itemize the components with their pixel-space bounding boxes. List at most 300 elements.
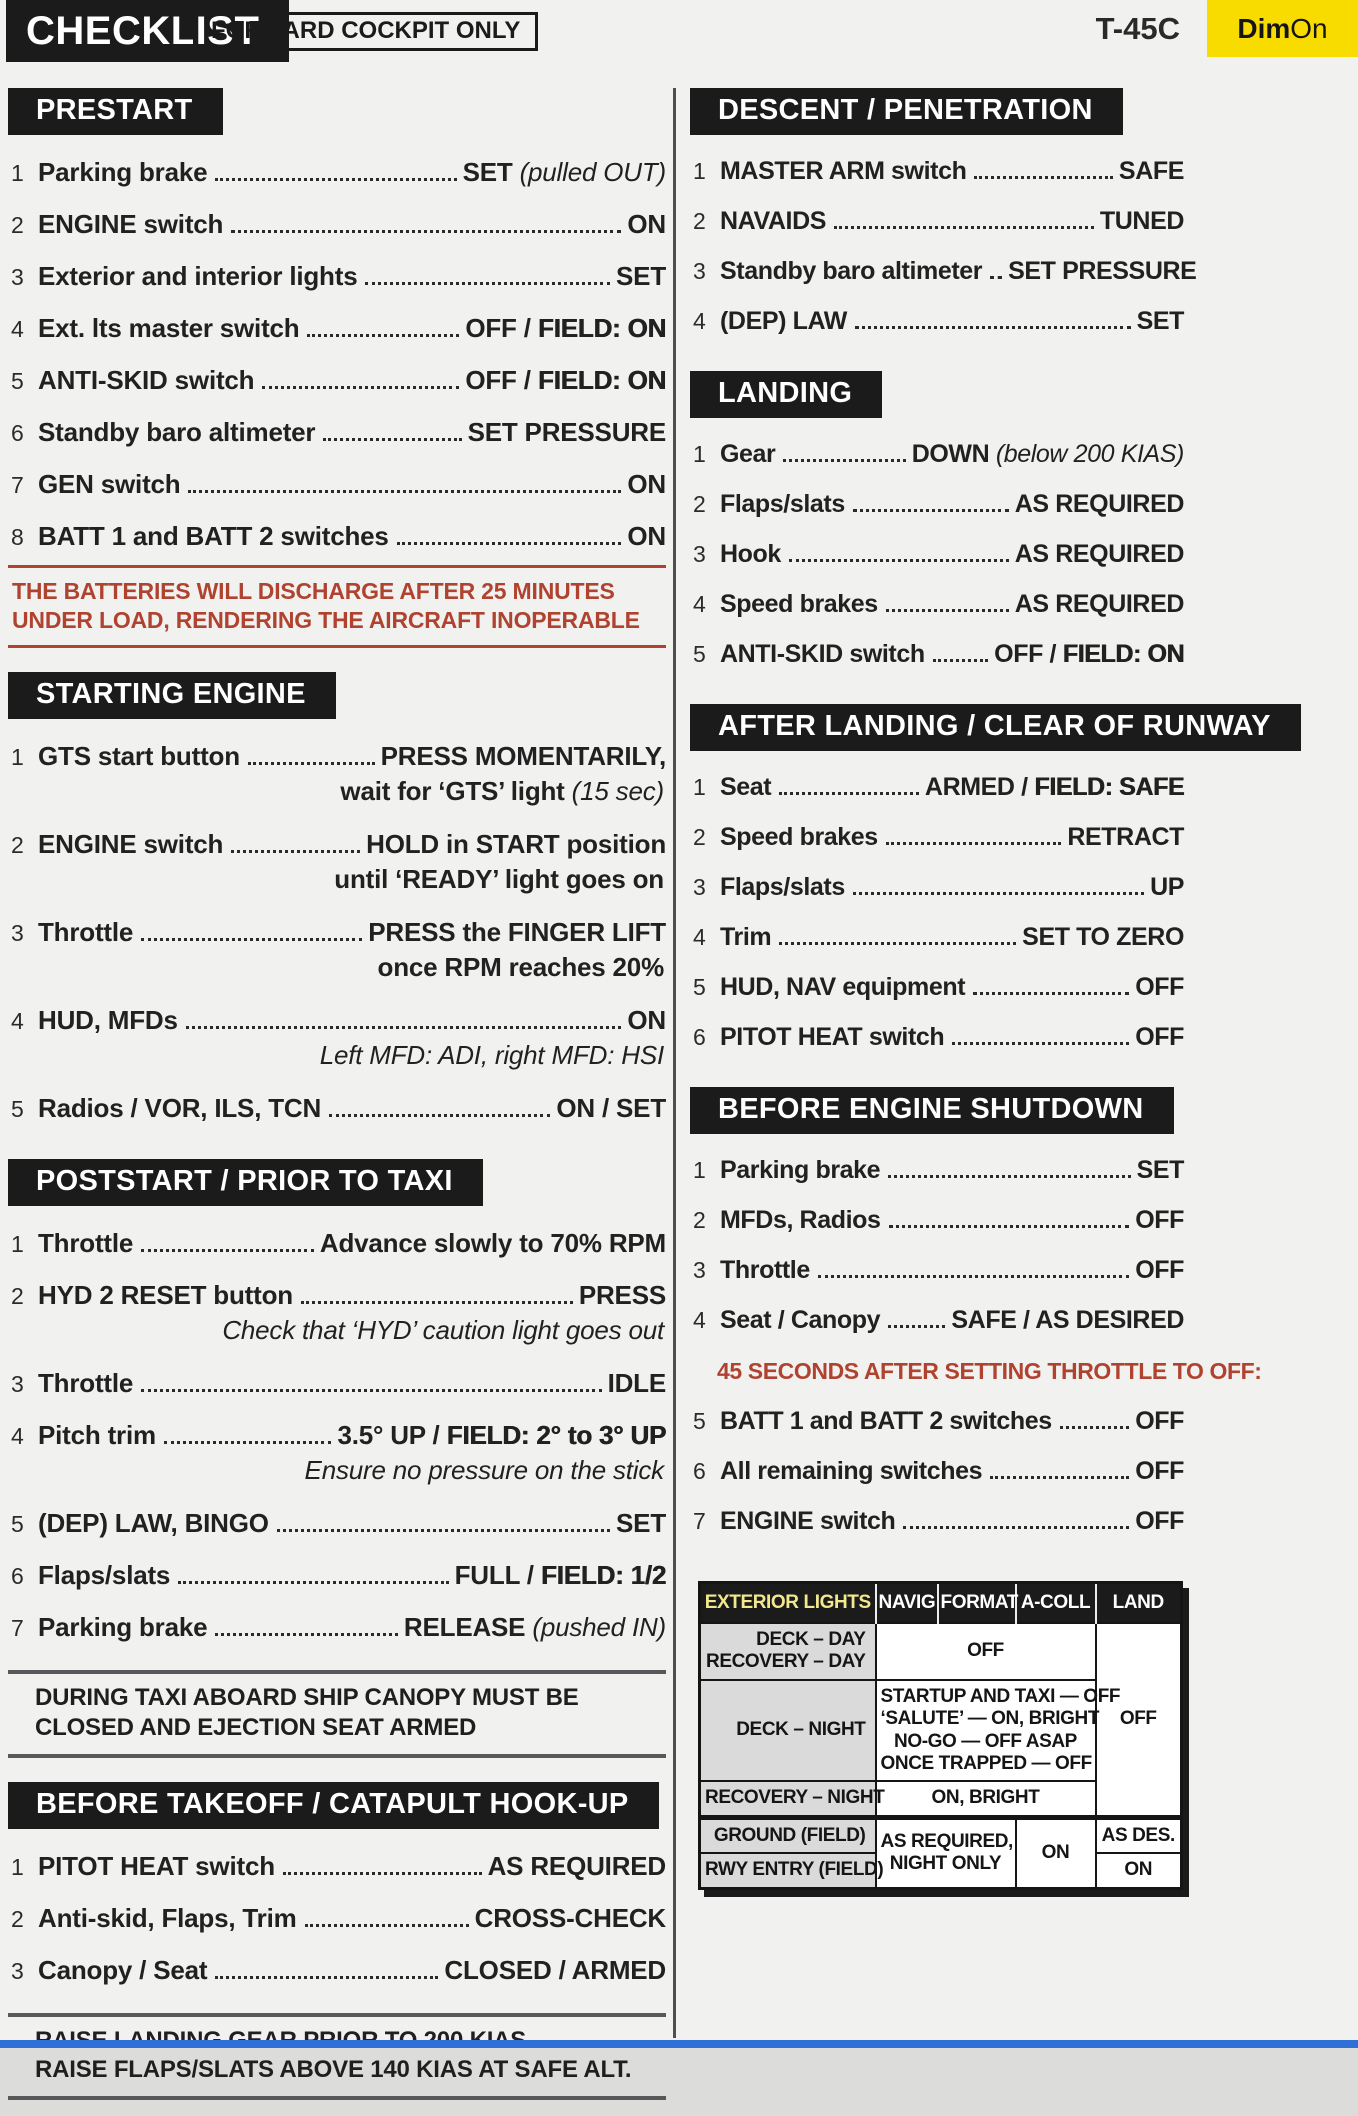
warning-note [8,565,666,648]
item-number: 1 [693,774,706,800]
item-number: 4 [693,1307,706,1333]
text-segment: OFF [1135,973,1184,1001]
item-value [404,1612,666,1643]
checklist-item [690,630,1184,680]
checklist-item [690,530,1184,580]
section-header: AFTER LANDING / CLEAR OF RUNWAY [690,704,1301,751]
right-column-sections [690,88,1271,1547]
item-label: PITOT HEAT switch [720,1023,945,1051]
caution-note [8,1670,666,1758]
text-segment: FIELD: 2° to 3° UP [446,1420,666,1451]
caution-note [8,2013,666,2101]
text-segment: FULL / [454,1560,541,1591]
item-value [1135,1023,1184,1052]
item-value [1135,1407,1184,1436]
table-header-row [700,1583,1182,1624]
item-label: Standby baro altimeter [720,257,983,285]
text-segment: PRESS MOMENTARILY, [380,741,666,772]
checklist-item [690,247,1197,297]
cell-land-ground: AS DES. [1096,1817,1182,1853]
item-label: Flaps/slats [38,1560,171,1591]
item-number: 5 [693,641,706,667]
item-label: Ext. lts master switch [38,313,300,343]
checklist-item [690,1447,1184,1497]
aircraft-model-label: T-45C [1095,11,1180,46]
item-label: Flaps/slats [720,490,845,518]
item-label: HUD, MFDs [38,1005,178,1036]
item-number: 6 [693,1458,706,1484]
dot-leader [301,1301,573,1304]
dot-leader [178,1581,448,1584]
text-segment: OFF [1135,1407,1184,1435]
text-segment: OFF [1135,1023,1184,1051]
item-value [455,1560,666,1591]
item-value [1008,257,1196,286]
item-value [556,1093,666,1124]
item-label: Canopy / Seat [38,1954,208,1985]
checklist-item [690,1146,1184,1196]
text-segment: SET [1136,1156,1184,1184]
text-segment: SAFE [1118,157,1184,185]
right-column [690,88,1271,1890]
text-segment: AS REQUIRED [1014,540,1184,568]
checklist-item [8,147,666,199]
note-line: CLOSED AND EJECTION SEAT ARMED [35,1713,477,1741]
item-label: (DEP) LAW, BINGO [38,1508,269,1539]
text-segment: SET PRESSURE [467,417,666,447]
checklist-item [690,480,1184,530]
cell-land-ship: OFF [1096,1623,1182,1817]
text-segment: OFF / [994,640,1063,668]
dot-leader [779,792,919,795]
item-label: Radios / VOR, ILS, TCN [38,1093,322,1124]
checklist-item [8,251,666,303]
item-label: NAVAIDS [720,207,827,235]
item-value [627,1005,666,1036]
checklist-item [690,913,1184,963]
dim-toggle-button[interactable] [1207,0,1358,57]
item-value [1015,490,1184,519]
checklist-item [8,1945,666,1997]
item-value [475,1903,666,1934]
item-continuation [8,1455,664,1486]
dot-leader [889,1225,1130,1228]
item-value [465,313,666,344]
dot-leader [886,842,1062,845]
checklist-item [690,1497,1184,1547]
section-header: PRESTART [8,88,223,135]
item-label: Exterior and interior lights [38,261,358,291]
dot-leader [1060,1426,1129,1429]
section-header: BEFORE ENGINE SHUTDOWN [690,1087,1174,1134]
checklist-item [8,1602,666,1654]
text-segment: OFF / [465,365,538,395]
checklist-item [690,430,1184,480]
text-segment: (15 sec) [571,776,664,807]
item-number: 4 [11,316,24,342]
checklist-item [8,1550,666,1602]
item-value [488,1851,666,1882]
table-header-land: LAND [1096,1583,1182,1624]
checklist-item [690,763,1184,813]
text-segment: CLOSED / ARMED [444,1954,666,1985]
item-continuation [8,864,664,895]
dot-leader [783,459,905,462]
item-value [1135,973,1184,1002]
dot-leader [886,609,1009,612]
text-segment: SET [616,261,666,291]
dot-leader [888,1175,1130,1178]
item-value [468,417,666,448]
text-segment: Check that ‘HYD’ caution light goes out [222,1315,664,1346]
cell-land-rwy-entry: ON [1096,1853,1182,1888]
text-segment: (pulled OUT) [512,157,666,187]
item-value [1022,923,1184,952]
table-header-format: FORMAT [938,1583,1016,1624]
dot-leader [305,1924,469,1927]
text-segment: FIELD: SAFE [1034,773,1184,801]
item-number: 4 [11,1423,24,1450]
text-segment: ON [627,1005,666,1036]
item-number: 6 [693,1024,706,1050]
left-column [8,88,666,2116]
checklist-item [690,1013,1184,1063]
item-label: BATT 1 and BATT 2 switches [720,1407,1052,1435]
text-segment: AS REQUIRED [1014,490,1184,518]
text-segment: SAFE / AS DESIRED [951,1306,1184,1334]
note-line: RAISE FLAPS/SLATS ABOVE 140 KIAS AT SAFE ALT. [35,2056,632,2084]
item-value [1119,157,1184,186]
item-number: 3 [11,264,24,290]
item-number: 1 [11,744,24,771]
item-number: 6 [11,1563,24,1590]
item-number: 3 [693,258,706,284]
item-value [994,640,1184,669]
cell-deck-day-lights: OFF [876,1623,1096,1680]
item-number: 1 [693,158,706,184]
row-label-deck-day [700,1623,876,1680]
text-segment: Advance slowly to 70% RPM [319,1228,666,1259]
text-segment: OFF [1135,1457,1184,1485]
dot-leader [188,490,621,493]
item-continuation [8,1040,664,1071]
section-header: POSTSTART / PRIOR TO TAXI [8,1159,483,1206]
checklist-item [690,863,1184,913]
item-value [579,1280,666,1311]
checklist-item [8,407,666,459]
item-value [1135,1256,1184,1285]
item-label: Gear [720,440,776,468]
item-continuation [8,952,664,983]
dot-leader [990,276,1002,279]
item-number: 7 [11,472,24,498]
text-segment: SET TO ZERO [1022,923,1184,951]
cell-line: NO-GO — OFF ASAP [894,1730,1077,1752]
note-line: DURING TAXI ABOARD SHIP CANOPY MUST BE [35,1684,579,1712]
item-label: Flaps/slats [720,873,845,901]
row-label-recovery-night: RECOVERY – NIGHT [700,1781,876,1817]
item-value [1015,540,1184,569]
dot-leader [855,326,1131,329]
cell-line: NIGHT ONLY [889,1853,1002,1875]
text-segment: SET PRESSURE [1008,257,1197,285]
row-label-line: RECOVERY – DAY [706,1651,866,1673]
text-segment: SET [616,1508,666,1539]
item-number: 1 [693,1157,706,1183]
table-header-exterior-lights: EXTERIOR LIGHTS [700,1583,876,1624]
item-label: Throttle [38,917,134,948]
item-value [1067,823,1184,852]
item-number: 2 [11,1283,24,1310]
table-header-a-coll: A-COLL [1016,1583,1096,1624]
dot-leader [215,178,456,181]
row-label-rwy-entry-field: RWY ENTRY (FIELD) [700,1853,876,1888]
text-segment: TUNED [1099,207,1184,235]
cell-line: ‘SALUTE’ — ON, BRIGHT [880,1708,1100,1730]
item-value [616,261,666,292]
text-segment: (below 200 KIAS) [995,440,1184,468]
checklist-item [690,963,1184,1013]
item-label: GEN switch [38,469,181,499]
dot-leader [789,559,1009,562]
cell-recovery-night-lights: ON, BRIGHT [876,1781,1096,1817]
item-number: 3 [11,1957,24,1984]
dot-leader [818,1275,1129,1278]
item-number: 7 [11,1615,24,1642]
item-label: Parking brake [38,157,208,187]
checklist-item [8,1498,666,1550]
dot-leader [853,509,1009,512]
item-label: All remaining switches [720,1457,983,1485]
checklist-item [8,1218,666,1270]
table-row-deck-day [700,1623,1182,1680]
item-number: 5 [11,1096,24,1123]
text-segment: PRESS the FINGER LIFT [368,917,666,948]
item-label: MFDs, Radios [720,1206,881,1234]
item-number: 5 [11,1511,24,1538]
item-label: PITOT HEAT switch [38,1850,275,1881]
text-segment: SET [1136,307,1184,335]
text-segment: until ‘READY’ light goes on [334,864,664,895]
checklist-item [690,197,1184,247]
row-label-line: DECK – DAY [756,1629,866,1650]
inline-warning-note: 45 SECONDS AFTER SETTING THROTTLE TO OFF: [717,1358,1262,1384]
item-value [337,1420,666,1451]
dot-leader [248,762,375,765]
dot-leader [853,892,1144,895]
item-value [1150,873,1184,902]
item-value [627,209,666,240]
item-label: Seat [720,773,772,801]
cell-ground-navig-format [876,1817,1016,1888]
text-segment: OFF [1135,1507,1184,1535]
text-segment: RETRACT [1067,823,1184,851]
dot-leader [164,1441,332,1444]
item-label: BATT 1 and BATT 2 switches [38,521,389,551]
text-segment: PRESS [578,1280,666,1311]
text-segment: RELEASE [403,1612,533,1643]
dot-leader [141,1249,314,1252]
item-number: 2 [11,832,24,859]
cell-line: AS REQUIRED, [880,1830,1013,1852]
item-number: 3 [693,1257,706,1283]
table-row-ground-field [700,1817,1182,1853]
item-value [381,741,666,772]
item-label: Hook [720,540,781,568]
item-number: 4 [11,1008,24,1035]
item-label: ANTI-SKID switch [38,365,255,395]
item-value [1015,590,1184,619]
text-segment: Left MFD: ADI, right MFD: HSI [319,1040,664,1071]
checklist-item [8,1841,666,1893]
item-number: 2 [693,491,706,517]
item-label: Trim [720,923,772,951]
dot-leader [215,1976,438,1979]
item-label: Standby baro altimeter [38,417,316,447]
item-label: Throttle [38,1228,134,1259]
item-label: Parking brake [38,1612,208,1643]
column-divider [673,88,676,2038]
dot-leader [186,1026,622,1029]
item-number: 7 [693,1508,706,1534]
item-number: 2 [693,1207,706,1233]
text-segment: 3.5° UP / [337,1420,447,1451]
item-value [1137,307,1184,336]
item-label: HYD 2 RESET button [38,1280,293,1311]
item-continuation [8,1315,664,1346]
checklist-item [8,459,666,511]
dot-leader [283,1872,482,1875]
text-segment: ON [627,469,666,499]
checklist-item [690,1296,1184,1346]
text-segment: AS REQUIRED [1014,590,1184,618]
item-number: 2 [693,208,706,234]
item-label: Pitch trim [38,1420,156,1451]
cell-acoll-field: ON [1016,1817,1096,1888]
row-label-ground-field: GROUND (FIELD) [700,1817,876,1853]
dot-leader [834,226,1094,229]
item-number: 3 [11,1371,24,1398]
item-number: 2 [693,824,706,850]
item-number: 2 [11,1905,24,1932]
item-value [320,1228,666,1259]
text-segment: FIELD: ON [537,365,666,395]
cockpit-scope-label: FORWARD COCKPIT ONLY [193,12,538,51]
cell-line: ONCE TRAPPED — OFF [880,1753,1092,1775]
text-segment: ON / SET [556,1093,666,1124]
dot-leader [141,1389,601,1392]
dot-leader [888,1325,945,1328]
item-number: 5 [693,974,706,1000]
dot-leader [365,282,610,285]
item-value [925,773,1184,802]
checklist-item [690,580,1184,630]
item-number: 1 [693,441,706,467]
item-number: 1 [11,1853,24,1880]
dot-leader [215,1633,398,1636]
checklist-item [690,297,1184,347]
dim-toggle-label-rest: On [1290,12,1328,44]
item-value [1135,1457,1184,1486]
dim-toggle-label-bold: Dim [1237,12,1291,44]
checklist-item [8,303,666,355]
item-value [616,1508,666,1539]
dot-leader [329,1114,550,1117]
item-value [627,469,666,500]
text-segment: ON [627,209,666,239]
section-header: LANDING [690,371,882,418]
cell-line: STARTUP AND TAXI — OFF [880,1685,1121,1707]
text-segment: wait for ‘GTS’ light [340,776,572,807]
page-title: CHECKLIST [6,0,289,62]
exterior-lights-table [698,1581,1183,1890]
item-value [608,1368,666,1399]
bottom-edge-bar [0,2040,1358,2048]
item-label: Seat / Canopy [720,1306,881,1334]
dot-leader [990,1476,1129,1479]
item-number: 1 [11,1231,24,1258]
item-label: ENGINE switch [38,829,224,860]
item-value [912,440,1184,469]
item-label: MASTER ARM switch [720,157,967,185]
dot-leader [973,992,1129,995]
item-label: ENGINE switch [38,209,224,239]
checklist-item [8,1083,666,1135]
checklist-item [690,147,1184,197]
dot-leader [141,938,362,941]
text-segment: ARMED / [924,773,1035,801]
dot-leader [952,1042,1129,1045]
item-number: 2 [11,212,24,238]
item-value [1100,207,1184,236]
text-segment: IDLE [607,1368,666,1399]
dot-leader [903,1526,1129,1529]
cell-deck-night-lights [876,1680,1121,1782]
item-number: 4 [693,924,706,950]
row-label-deck-night: DECK – NIGHT [700,1680,876,1782]
item-label: ENGINE switch [720,1507,896,1535]
note-line: UNDER LOAD, RENDERING THE AIRCRAFT INOPERABLE [12,606,640,633]
item-value [465,365,666,396]
item-number: 1 [11,160,24,186]
checklist-item [8,355,666,407]
item-value [444,1955,666,1986]
text-segment: AS REQUIRED [487,1850,666,1881]
checklist-item [8,511,666,563]
text-segment: SET [462,157,513,187]
note-line: THE BATTERIES WILL DISCHARGE AFTER 25 MINUTES [12,578,615,604]
item-value [951,1306,1184,1335]
item-label: Parking brake [720,1156,881,1184]
dot-leader [974,176,1112,179]
item-number: 8 [11,524,24,550]
section-header: STARTING ENGINE [8,672,336,719]
dot-leader [933,659,988,662]
text-segment: UP [1150,873,1184,901]
text-segment: Ensure no pressure on the stick [304,1455,664,1486]
checklist-item [8,1893,666,1945]
item-value [1135,1206,1184,1235]
item-number: 3 [693,541,706,567]
item-label: GTS start button [38,741,240,772]
item-value [463,157,666,188]
item-number: 5 [11,368,24,394]
item-value [627,521,666,552]
text-segment: OFF [1135,1256,1184,1284]
item-label: Speed brakes [720,823,878,851]
dot-leader [231,850,360,853]
item-number: 3 [11,920,24,947]
